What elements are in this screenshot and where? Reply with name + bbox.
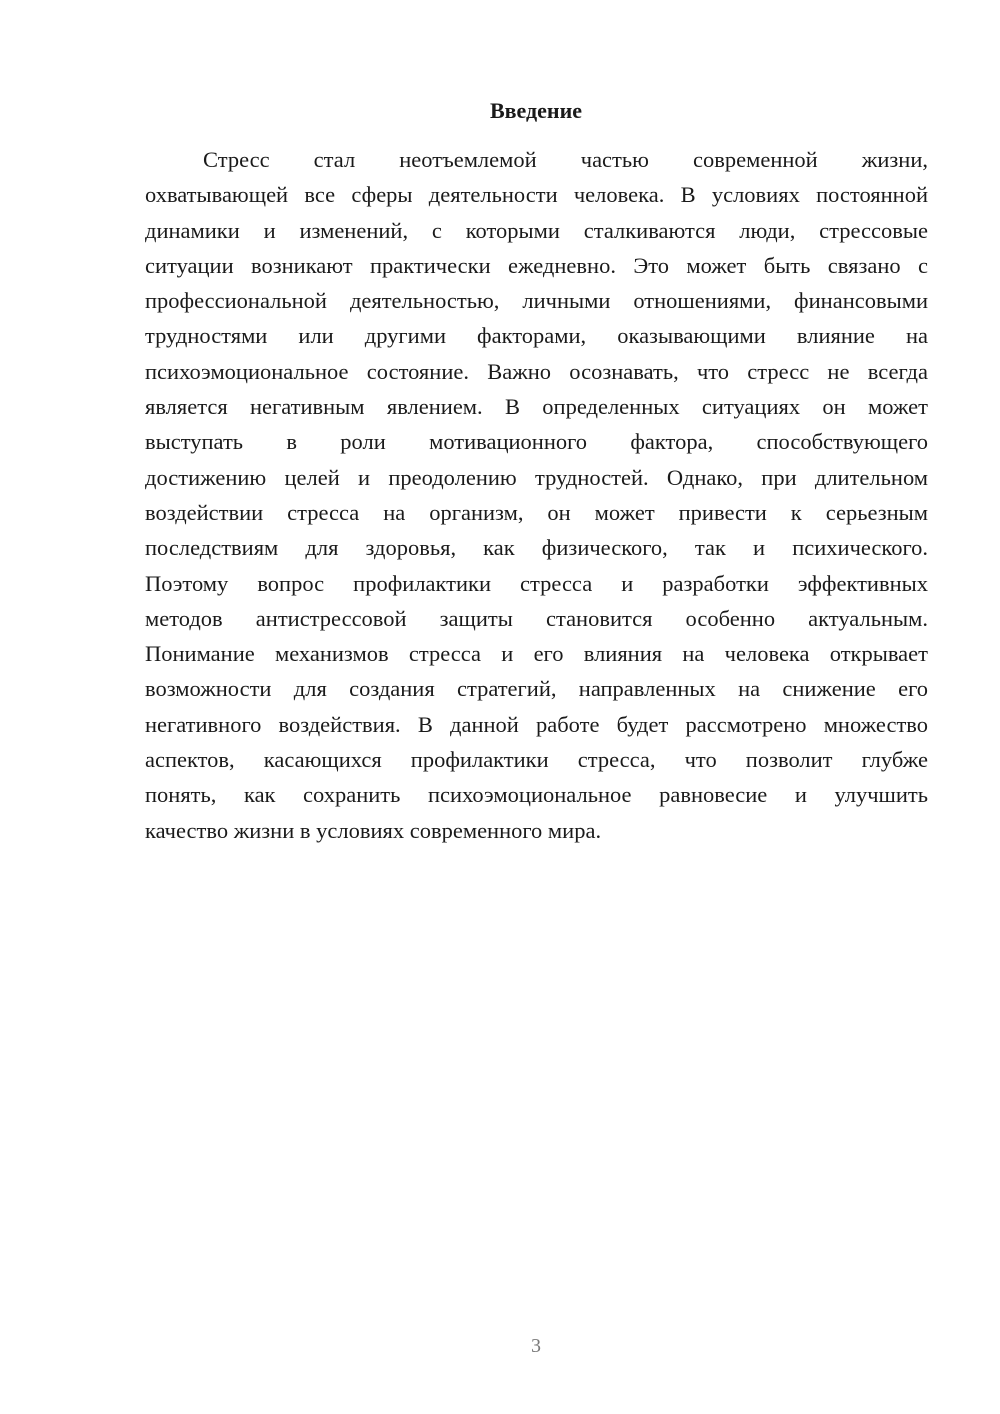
page-number: 3 [531,1335,541,1357]
paragraph-line: негативного воздействия. В данной работе будет рассмотрено множество [145,711,928,737]
paragraph-line: Понимание механизмов стресса и его влияния на человека открывает [145,641,928,667]
paragraph-line: профессиональной деятельностью, личными отношениями, финансовыми [145,288,928,314]
paragraph-line: качество жизни в условиях современного мира. [145,817,602,843]
paragraph-line: достижению целей и преодолению трудностей. Однако, при длительном [145,464,928,490]
paragraph-line: психоэмоциональное состояние. Важно осознавать, что стресс не всегда [145,358,928,384]
paragraph-line: выступать в роли мотивационного фактора, способствующего [145,429,928,455]
paragraph-line: Поэтому вопрос профилактики стресса и разработки эффективных [145,570,928,596]
paragraph-line: воздействии стресса на организм, он может привести к серьезным [145,499,928,525]
paragraph-line: методов антистрессовой защиты становится особенно актуальным. [145,605,928,631]
paragraph-line: трудностями или другими факторами, оказывающими влияние на [145,323,928,349]
paragraph-line: возможности для создания стратегий, направленных на снижение его [145,676,928,702]
intro-paragraph [145,142,928,848]
paragraph-line: является негативным явлением. В определенных ситуациях он может [145,394,928,420]
paragraph-line: динамики и изменений, с которыми сталкиваются люди, стрессовые [145,217,928,243]
paragraph-line: ситуации возникают практически ежедневно. Это может быть связано с [145,252,928,278]
paragraph-line: аспектов, касающихся профилактики стресса, что позволит глубже [145,747,928,773]
paragraph-line: понять, как сохранить психоэмоциональное равновесие и улучшить [145,782,928,808]
paragraph-line: последствиям для здоровья, как физического, так и психического. [145,535,928,561]
paragraph-line: Стресс стал неотъемлемой частью современной жизни, [203,147,928,172]
section-heading: Введение [489,98,583,123]
paragraph-line: охватывающей все сферы деятельности человека. В условиях постоянной [145,182,928,208]
